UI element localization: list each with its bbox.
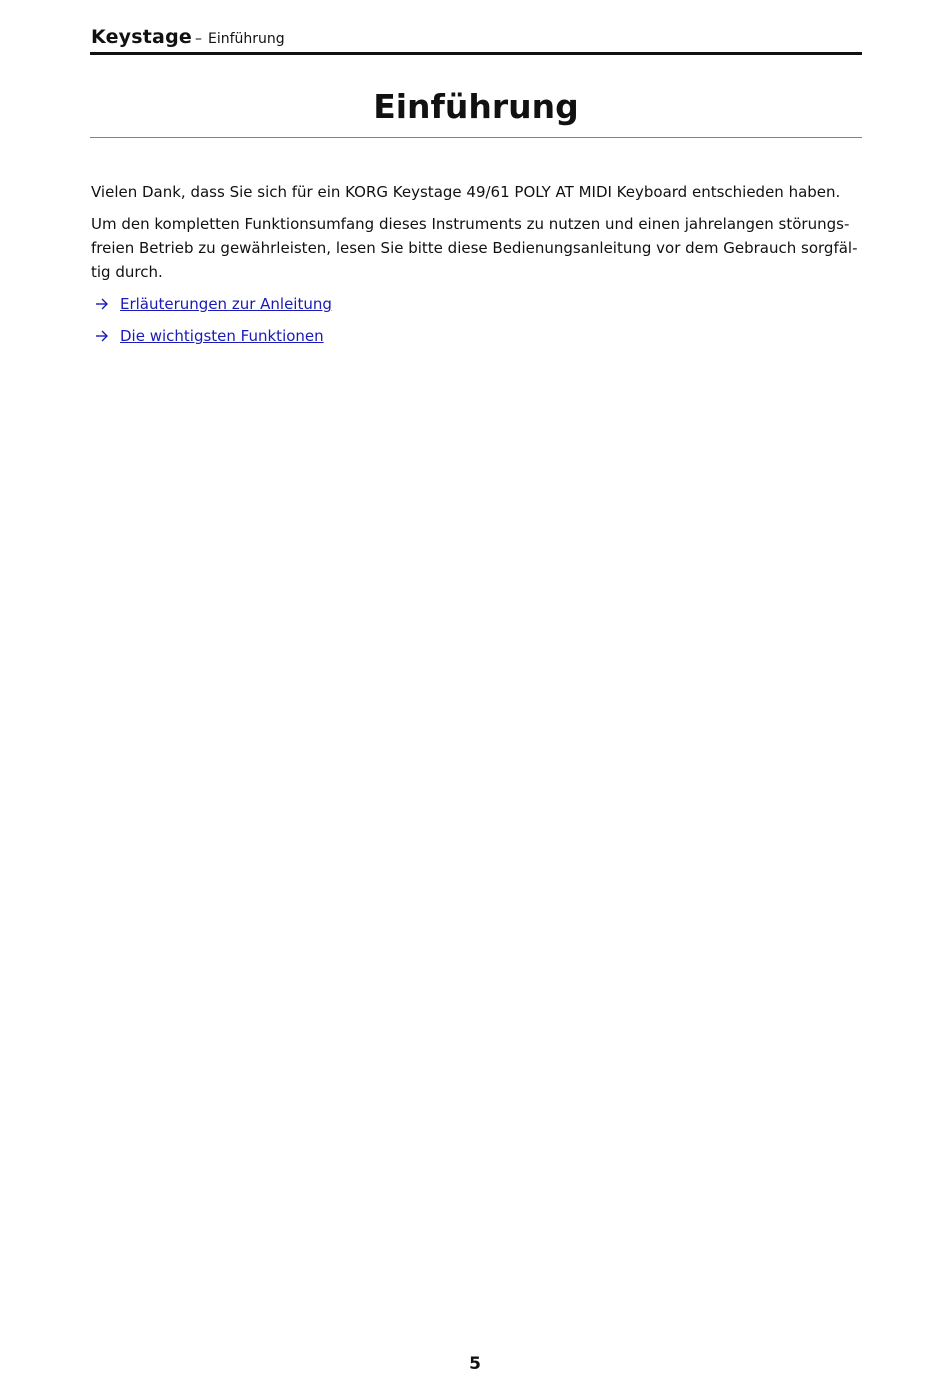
- arrow-right-icon: [94, 326, 110, 346]
- page-number: 5: [469, 1354, 481, 1374]
- header-product-name: Keystage: [91, 26, 192, 48]
- usage-paragraph: Um den kompletten Funktionsumfang dieses Instruments zu nutzen und einen jahrelangen störungs-freien Betrieb zu gewährleisten, lesen Sie bitte diese Bedienungsanleitung vor dem Gebrauch sorgfäl-tig durch.: [91, 215, 858, 281]
- header-section-name: Einführung: [208, 31, 285, 47]
- link-erlaeuterungen-zur-anleitung[interactable]: Erläuterungen zur Anleitung: [120, 295, 332, 313]
- intro-paragraph: Vielen Dank, dass Sie sich für ein KORG Keystage 49/61 POLY AT MIDI Keyboard entschieden haben.: [91, 183, 841, 201]
- page-title: Einführung: [373, 87, 579, 126]
- header-separator: –: [195, 31, 202, 47]
- arrow-right-icon: [94, 294, 110, 314]
- title-divider: [90, 137, 862, 138]
- link-die-wichtigsten-funktionen[interactable]: Die wichtigsten Funktionen: [120, 327, 324, 345]
- running-header: [90, 26, 862, 55]
